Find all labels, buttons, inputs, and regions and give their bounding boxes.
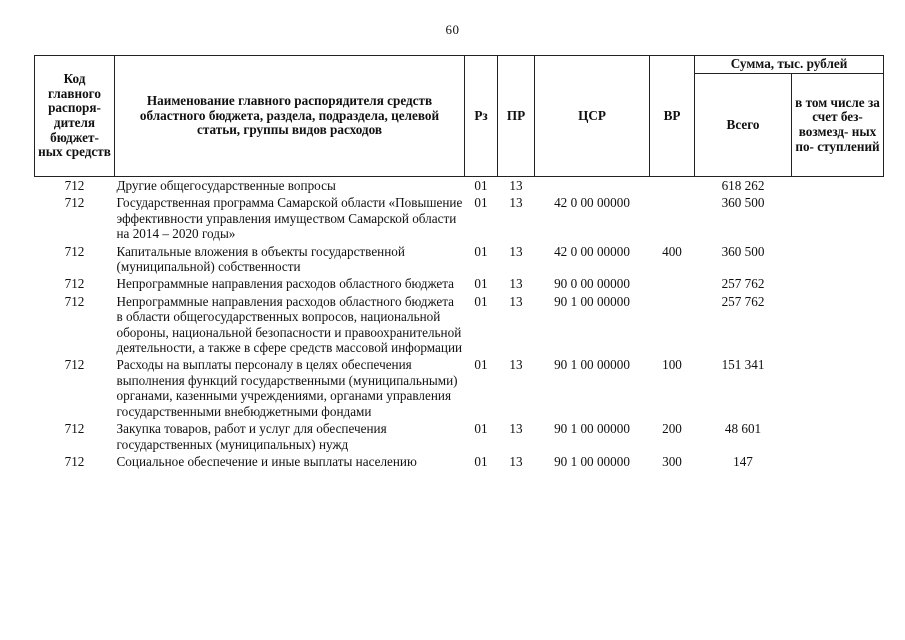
- cell-csr: 90 1 00 00000: [554, 453, 630, 469]
- cell-code: 712: [64, 276, 85, 292]
- cell-name: Непрограммные направления расходов областного бюджета в области общегосударственных вопросов, национальной обороны, национальной безопасности и правоохранительной деятельности, а также в сфере средств массовой информации: [116, 293, 463, 356]
- page-number: 60: [445, 22, 460, 37]
- cell-csr: [535, 177, 650, 195]
- cell-csr: 42 0 00 00000: [554, 195, 630, 211]
- cell-vr: 100: [662, 357, 682, 373]
- cell-pr: 13: [509, 195, 523, 211]
- table-row: [35, 356, 884, 420]
- cell-name: Капитальные вложения в объекты государственной (муниципальной) собственности: [116, 243, 405, 275]
- cell-total: 48 601: [724, 421, 762, 437]
- table-header: [35, 56, 884, 177]
- header-code: Код главного распоря- дителя бюджет- ных средств: [35, 56, 115, 177]
- cell-pr: 13: [509, 421, 523, 437]
- cell-name: Непрограммные направления расходов областного бюджета: [116, 276, 455, 292]
- cell-total: 257 762: [721, 276, 765, 292]
- cell-name: Расходы на выплаты персоналу в целях обеспечения выполнения функций государственными (муниципальными) органами, казенными учреждениями, органами управления государственными внебюджетными фондами: [116, 357, 458, 419]
- cell-total: 147: [733, 453, 753, 469]
- cell-csr: 42 0 00 00000: [554, 243, 630, 259]
- cell-name: Государственная программа Самарской области «Повышение эффективности управления имуществом Самарской области на 2014 – 2020 годы»: [116, 195, 463, 242]
- cell-code: 712: [64, 195, 85, 211]
- header-rz: Рз: [465, 56, 498, 177]
- table-row: [35, 177, 884, 195]
- table-row: [35, 453, 884, 470]
- table-row: [35, 275, 884, 292]
- cell-pr: 13: [509, 243, 523, 259]
- budget-table: [34, 55, 884, 470]
- cell-code: 712: [64, 293, 85, 309]
- cell-free: [792, 293, 884, 357]
- cell-total: 360 500: [721, 243, 765, 259]
- cell-total: 151 341: [721, 357, 765, 373]
- cell-rz: 01: [474, 453, 488, 469]
- cell-rz: 01: [474, 195, 488, 211]
- cell-name: Социальное обеспечение и иные выплаты населению: [116, 453, 417, 469]
- table-row: [35, 420, 884, 453]
- cell-total: 257 762: [721, 293, 765, 309]
- cell-vr: [650, 177, 695, 195]
- cell-rz: 01: [474, 276, 488, 292]
- cell-csr: 90 1 00 00000: [554, 421, 630, 437]
- cell-code: 712: [64, 243, 85, 259]
- cell-free: [792, 356, 884, 420]
- cell-free: [792, 194, 884, 242]
- cell-code: 712: [64, 178, 85, 193]
- cell-rz: 01: [474, 357, 488, 373]
- cell-vr: 300: [662, 453, 682, 469]
- cell-free: [792, 275, 884, 292]
- cell-total: 618 262: [721, 178, 765, 193]
- cell-name: Закупка товаров, работ и услуг для обеспечения государственных (муниципальных) нужд: [116, 421, 387, 452]
- cell-rz: 01: [474, 243, 488, 259]
- table-row: [35, 293, 884, 357]
- cell-pr: 13: [509, 357, 523, 373]
- cell-pr: 13: [509, 178, 523, 193]
- table-body: [35, 177, 884, 471]
- cell-code: 712: [64, 357, 85, 373]
- cell-csr: 90 1 00 00000: [554, 357, 630, 373]
- header-name: Наименование главного распорядителя средств областного бюджета, раздела, подраздела, целевой статьи, группы видов расходов: [115, 56, 465, 177]
- header-total: Всего: [695, 74, 792, 177]
- header-vr: ВР: [650, 56, 695, 177]
- cell-vr: [650, 293, 695, 357]
- cell-free: [792, 177, 884, 195]
- cell-code: 712: [64, 421, 85, 437]
- cell-pr: 13: [509, 453, 523, 469]
- cell-rz: 01: [474, 178, 488, 193]
- cell-free: [792, 453, 884, 470]
- cell-total: 360 500: [721, 195, 765, 211]
- cell-code: 712: [64, 453, 85, 469]
- cell-vr: [650, 194, 695, 242]
- cell-csr: 90 1 00 00000: [554, 293, 630, 309]
- cell-csr: 90 0 00 00000: [554, 276, 630, 292]
- header-free: в том числе за счет без- возмезд- ных по- ступлений: [792, 74, 884, 177]
- header-pr: ПР: [498, 56, 535, 177]
- cell-free: [792, 243, 884, 276]
- cell-pr: 13: [509, 276, 523, 292]
- header-sum: Сумма, тыс. рублей: [695, 56, 884, 74]
- table-row: [35, 194, 884, 242]
- cell-vr: 200: [662, 421, 682, 437]
- cell-free: [792, 420, 884, 453]
- cell-rz: 01: [474, 293, 488, 309]
- cell-name: Другие общегосударственные вопросы: [116, 178, 336, 193]
- cell-rz: 01: [474, 421, 488, 437]
- cell-vr: 400: [662, 243, 682, 259]
- header-csr: ЦСР: [535, 56, 650, 177]
- cell-vr: [650, 275, 695, 292]
- cell-pr: 13: [509, 293, 523, 309]
- table-row: [35, 243, 884, 276]
